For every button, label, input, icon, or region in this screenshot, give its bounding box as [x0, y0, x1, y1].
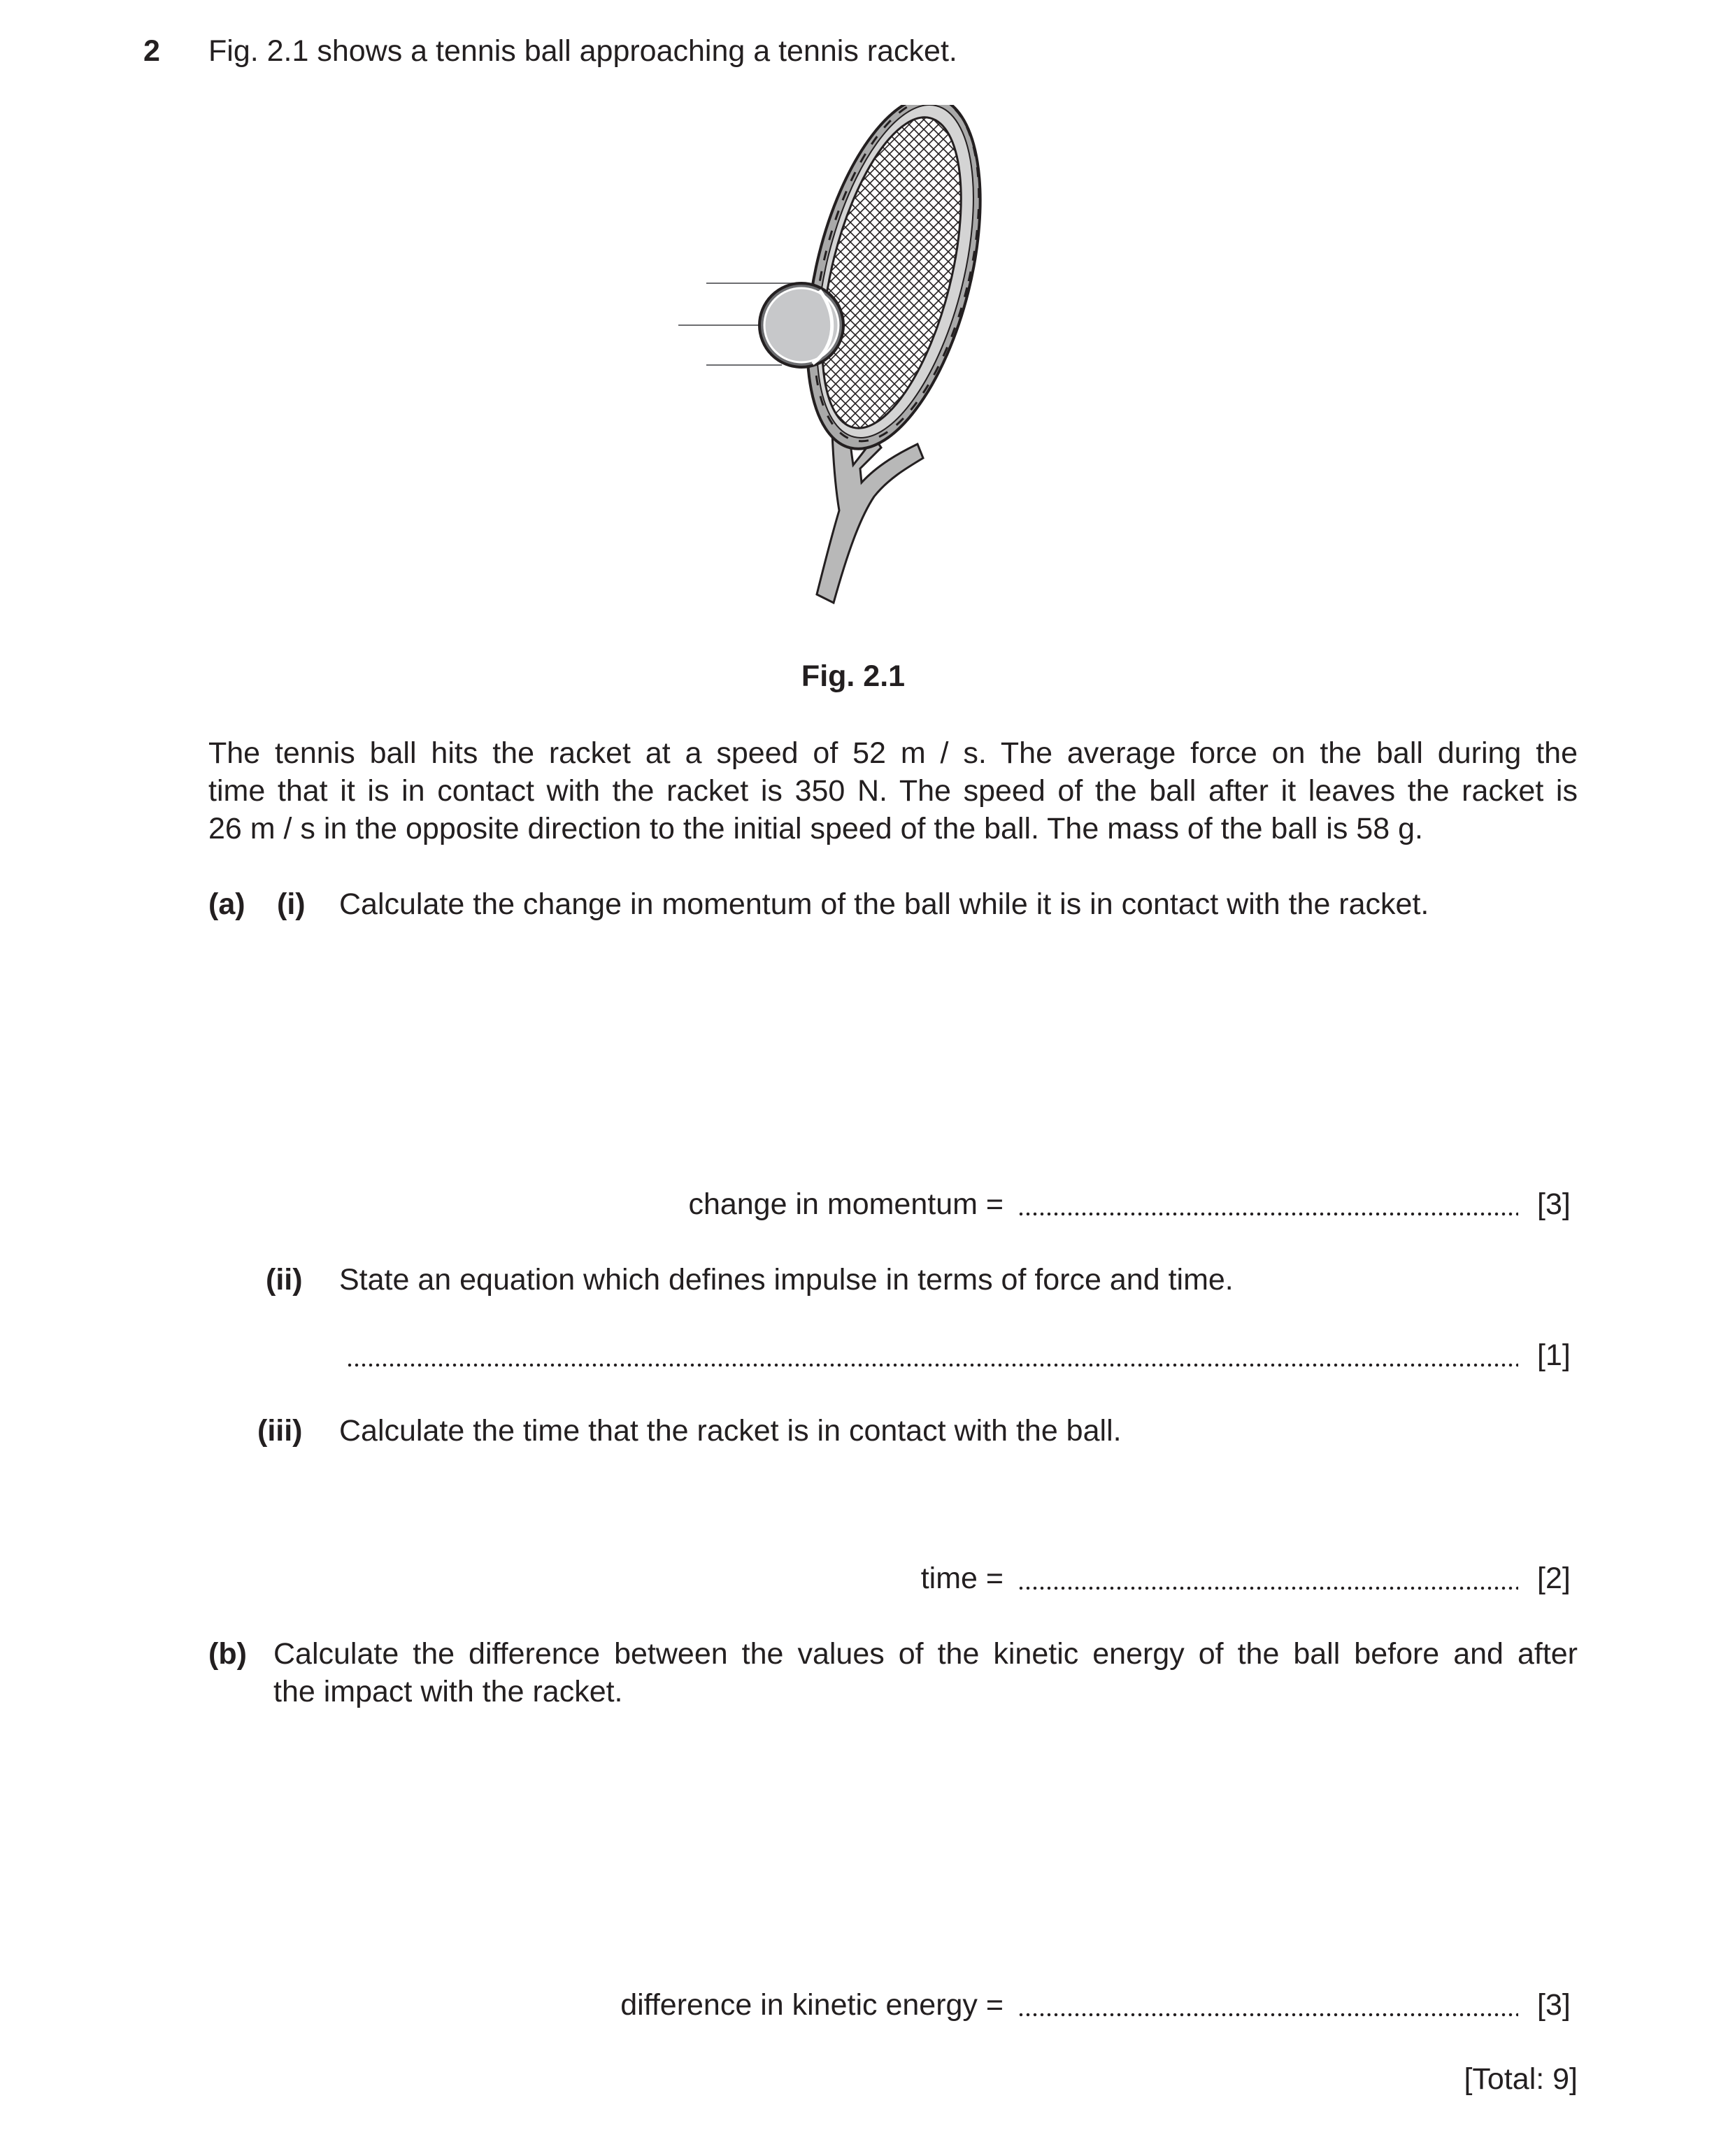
part-a-ii-marks: [1]	[1537, 1338, 1571, 1372]
kinetic-energy-answer-label: difference in kinetic energy =	[620, 1988, 1004, 2022]
momentum-answer-label: change in momentum =	[688, 1187, 1004, 1221]
time-answer-label: time =	[920, 1562, 1004, 1595]
part-a-label: (a)	[208, 887, 245, 921]
question-number: 2	[143, 34, 160, 68]
passage-line-1: The tennis ball hits the racket at a speed of 52 m / s. The average force on the ball during the	[208, 736, 1578, 770]
momentum-answer-line[interactable]	[1018, 1212, 1518, 1216]
passage-line-2: time that it is in contact with the racket is 350 N. The speed of the ball after it leaves the racket is	[208, 774, 1578, 808]
part-a-i-question: Calculate the change in momentum of the ball while it is in contact with the racket.	[339, 887, 1429, 921]
kinetic-energy-answer-line[interactable]	[1018, 2013, 1518, 2017]
impulse-answer-line[interactable]	[346, 1363, 1518, 1367]
part-a-iii-label: (iii)	[257, 1414, 303, 1448]
part-a-iii-marks: [2]	[1537, 1562, 1571, 1595]
part-b-label: (b)	[208, 1637, 247, 1671]
part-a-ii-label: (ii)	[266, 1263, 303, 1297]
part-a-ii-question: State an equation which defines impulse in terms of force and time.	[339, 1263, 1234, 1297]
part-a-i-marks: [3]	[1537, 1187, 1571, 1221]
part-a-i-label: (i)	[277, 887, 306, 921]
part-b-question-line-1: Calculate the difference between the values of the kinetic energy of the ball before and after	[273, 1637, 1578, 1671]
tennis-ball-icon	[678, 283, 843, 367]
passage-line-3: 26 m / s in the opposite direction to the initial speed of the ball. The mass of the ball is 58 g.	[208, 812, 1423, 845]
question-intro: Fig. 2.1 shows a tennis ball approaching a tennis racket.	[208, 34, 957, 68]
figure-tennis	[664, 105, 1056, 636]
part-b-question-line-2: the impact with the racket.	[273, 1675, 623, 1708]
part-a-iii-question: Calculate the time that the racket is in contact with the ball.	[339, 1414, 1122, 1448]
time-answer-line[interactable]	[1018, 1586, 1518, 1590]
total-marks: [Total: 9]	[1464, 2062, 1578, 2096]
part-b-marks: [3]	[1537, 1988, 1571, 2022]
figure-caption: Fig. 2.1	[801, 659, 906, 693]
